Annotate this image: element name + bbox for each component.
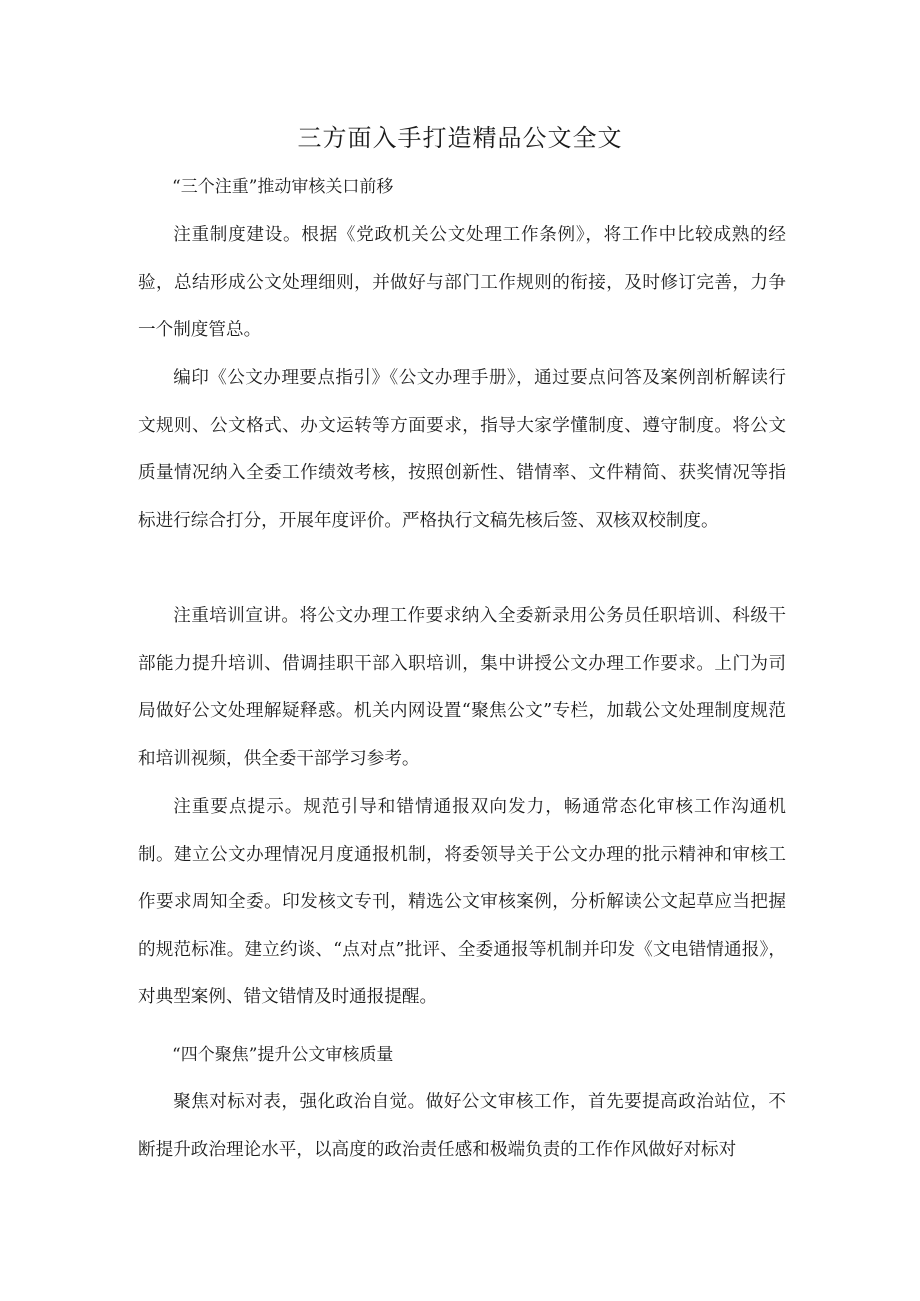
paragraph-compilation-guides: 编印《公文办理要点指引》《公文办理手册》，通过要点问答及案例剖析解读行文规则、公文格式、办文运转等方面要求，指导大家学懂制度、遵守制度。将公文质量情况纳入全委工作绩效考核，按照创新性、错情率、文件精简、获奖情况等指标进行综合打分，开展年度评价。严格执行文稿先核后签、双核双校制度。 — [138, 368, 786, 531]
paragraph-training: 注重培训宣讲。将公文办理工作要求纳入全委新录用公务员任职培训、科级干部能力提升培训、借调挂职干部入职培训，集中讲授公文办理工作要求。上门为司局做好公文处理解疑释惑。机关内网设置“聚焦公文”专栏，加载公文处理制度规范和培训视频，供全委干部学习参考。 — [138, 606, 786, 769]
paragraph-key-points: 注重要点提示。规范引导和错情通报双向发力，畅通常态化审核工作沟通机制。建立公文办理情况月度通报机制，将委领导关于公文办理的批示精神和审核工作要求周知全委。印发核文专刊，精选公文审核案例，分析解读公文起草应当把握的规范标准。建立约谈、“点对点”批评、全委通报等机制并印发《文电错情通报》，对典型案例、错文错情及时通报提醒。 — [138, 797, 786, 1008]
paragraph-system-building: 注重制度建设。根据《党政机关公文处理工作条例》，将工作中比较成熟的经验，总结形成公文处理细则，并做好与部门工作规则的衔接，及时修订完善，力争一个制度管总。 — [138, 225, 786, 341]
document-title: 三方面入手打造精品公文全文 — [297, 124, 623, 152]
section-heading-four-focuses: “四个聚焦”提升公文审核质量 — [172, 1045, 394, 1065]
paragraph-political-awareness: 聚焦对标对表，强化政治自觉。做好公文审核工作，首先要提高政治站位，不断提升政治理论水平，以高度的政治责任感和极端负责的工作作风做好对标对 — [138, 1092, 786, 1160]
section-heading-three-emphases: “三个注重”推动审核关口前移 — [172, 177, 394, 197]
